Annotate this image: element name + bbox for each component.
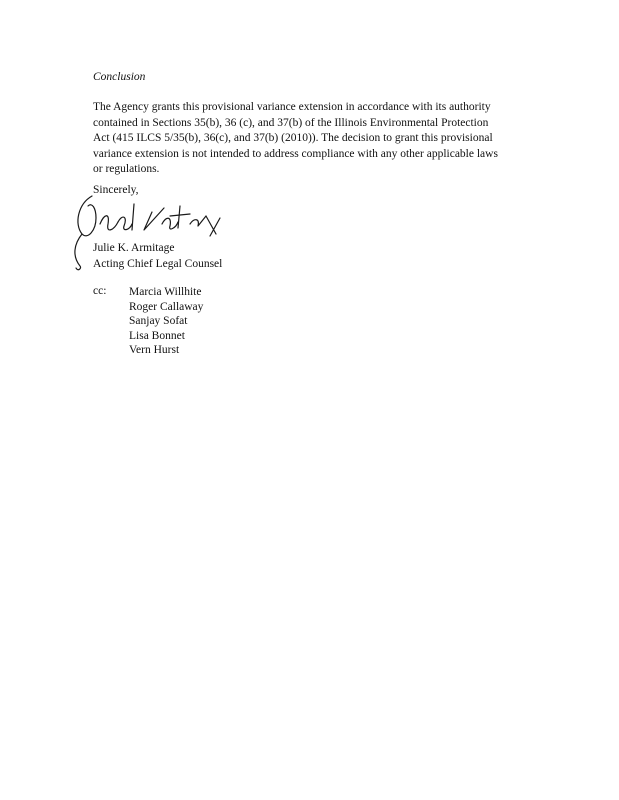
signer-name: Julie K. Armitage	[93, 242, 175, 254]
paragraph-line: contained in Sections 35(b), 36 (c), and 37(b) of the Illinois Environmental Protection	[93, 116, 489, 129]
cc-recipient: Marcia Willhite	[129, 286, 202, 298]
paragraph-line: Act (415 ILCS 5/35(b), 36(c), and 37(b) (2010)). The decision to grant this provisional	[93, 132, 493, 144]
cc-label: cc:	[93, 285, 107, 297]
conclusion-paragraph	[93, 100, 533, 178]
paragraph-line: or regulations.	[93, 163, 160, 175]
signer-title: Acting Chief Legal Counsel	[93, 257, 223, 270]
paragraph-line: variance extension is not intended to address compliance with any other applicable laws	[93, 147, 498, 160]
cc-recipient: Lisa Bonnet	[129, 329, 185, 342]
paragraph-line: The Agency grants this provisional variance extension in accordance with its authority	[93, 101, 491, 113]
section-heading: Conclusion	[93, 71, 146, 83]
closing-salutation: Sincerely,	[93, 184, 139, 196]
signature-block	[93, 241, 222, 272]
cc-recipient-list	[129, 285, 203, 358]
cc-recipient: Vern Hurst	[129, 344, 180, 356]
cc-recipient: Roger Callaway	[129, 300, 204, 313]
cc-recipient: Sanjay Sofat	[129, 315, 188, 327]
